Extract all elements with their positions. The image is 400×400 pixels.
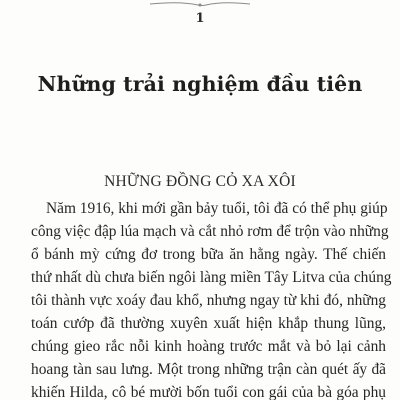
body-text-line: toán cướp đã thường xuyên xuất hiện khắp thung lũng, — [31, 315, 386, 332]
body-text-line: chúng gieo rắc nỗi kinh hoàng trước mắt và bỏ lại cảnh — [31, 338, 386, 355]
body-text-line: công việc đập lúa mạch và cắt nhỏ rơm để trộn vào những — [31, 223, 389, 240]
chapter-title: Những trải nghiệm đầu tiên — [37, 72, 363, 96]
body-text-line: Năm 1916, khi mới gần bảy tuổi, tôi đã có thể phụ giúp — [46, 200, 388, 217]
body-text-line: hoang tàn sau lưng. Một trong những trận càn quét ấy đã — [31, 361, 386, 378]
body-text-line: tôi thành vực xoáy đau khổ, nhưng ngay từ khi đó, những — [31, 292, 386, 309]
section-heading: NHỮNG ĐỒNG CỎ XA XÔI — [104, 173, 296, 190]
body-text-line: thứ nhất dù chưa biến ngôi làng miền Tây Litva của chúng — [31, 269, 392, 286]
body-text-line: ổ bánh mỳ cứng đơ trong bữa ăn hằng ngày. Thế chiến — [31, 246, 386, 263]
body-text-line: khiến Hilda, cô bé mười bốn tuổi con gái của bà góa phụ — [31, 384, 386, 400]
chapter-number: 1 — [195, 11, 205, 26]
